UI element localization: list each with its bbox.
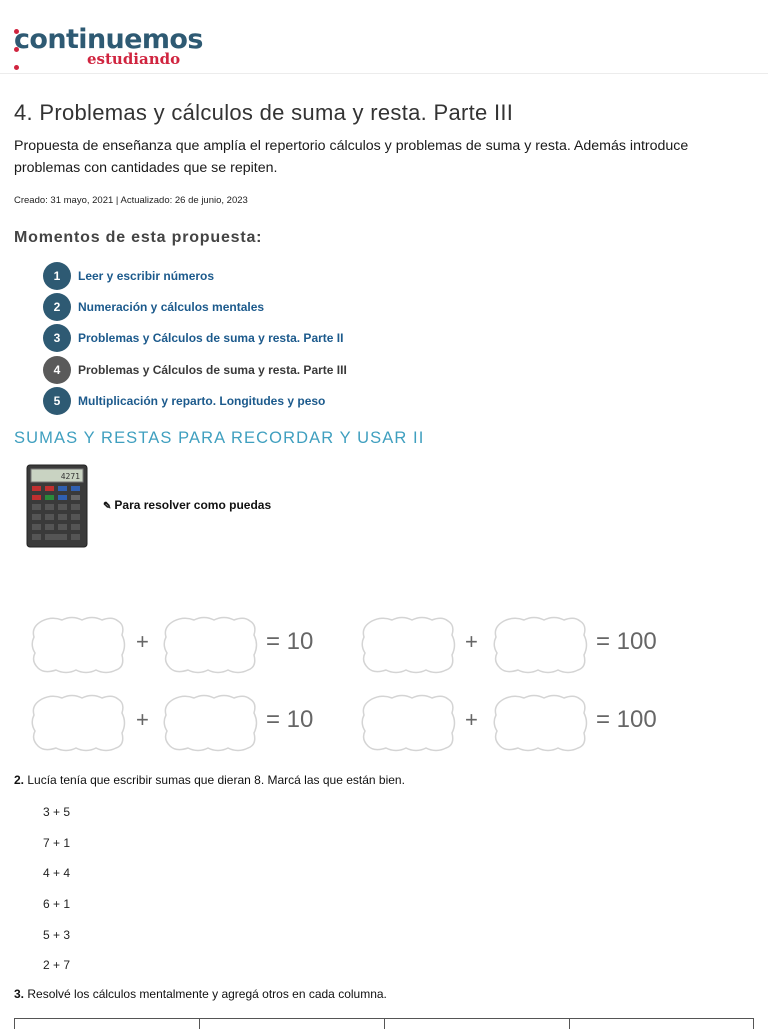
answer-cloud-box bbox=[492, 615, 588, 675]
table-column-divider bbox=[199, 1019, 200, 1029]
plus-sign: + bbox=[136, 629, 149, 654]
equation-result: = 100 bbox=[596, 628, 657, 655]
plus-sign: + bbox=[465, 629, 478, 654]
section-heading: SUMAS Y RESTAS PARA RECORDAR Y USAR II bbox=[14, 429, 425, 447]
question-text: Lucía tenía que escribir sumas que dieran 8. Marcá las que están bien. bbox=[27, 773, 405, 787]
logo-name: continuemos bbox=[14, 24, 203, 55]
question-number: 2. bbox=[14, 773, 25, 787]
site-header bbox=[0, 0, 768, 74]
question-2 bbox=[14, 773, 405, 787]
moment-current-label: Problemas y Cálculos de suma y resta. Parte III bbox=[78, 362, 347, 377]
answer-cloud-box bbox=[360, 693, 456, 753]
moment-number: 2 bbox=[43, 293, 71, 321]
answer-cloud-box bbox=[30, 693, 126, 753]
equation-result: = 100 bbox=[596, 706, 657, 733]
option-item[interactable]: 7 + 1 bbox=[43, 835, 71, 850]
equation-result: = 10 bbox=[266, 706, 314, 733]
calculator-note bbox=[103, 498, 271, 512]
moment-link[interactable]: Multiplicación y reparto. Longitudes y peso bbox=[78, 394, 326, 409]
table-column-divider bbox=[384, 1019, 385, 1029]
table-column-divider bbox=[569, 1019, 570, 1029]
plus-sign: + bbox=[465, 707, 478, 732]
question-number: 3. bbox=[14, 987, 25, 1001]
question-text: Resolvé los cálculos mentalmente y agregá otros en cada columna. bbox=[27, 987, 387, 1001]
moment-item-1[interactable] bbox=[43, 260, 347, 291]
option-item[interactable]: 2 + 7 bbox=[43, 958, 71, 973]
question-3 bbox=[14, 987, 387, 1001]
moment-number: 1 bbox=[43, 262, 71, 290]
moment-item-3[interactable] bbox=[43, 323, 347, 354]
option-item[interactable]: 4 + 4 bbox=[43, 866, 71, 881]
moment-item-4-current bbox=[43, 354, 347, 385]
option-item[interactable]: 6 + 1 bbox=[43, 897, 71, 912]
page-dates: Creado: 31 mayo, 2021 | Actualizado: 26 de junio, 2023 bbox=[14, 195, 248, 206]
answer-cloud-box bbox=[492, 693, 588, 753]
moment-link[interactable]: Leer y escribir números bbox=[78, 268, 215, 283]
table-border bbox=[14, 1019, 15, 1029]
equation-result: = 10 bbox=[266, 628, 314, 655]
moment-number: 4 bbox=[43, 356, 71, 384]
plus-sign: + bbox=[136, 707, 149, 732]
calculator-icon bbox=[26, 464, 88, 548]
option-item[interactable]: 5 + 3 bbox=[43, 927, 71, 942]
pencil-icon: ✎ bbox=[103, 501, 112, 512]
answer-cloud-box bbox=[30, 615, 126, 675]
moments-list bbox=[43, 260, 347, 417]
page-title: 4. Problemas y cálculos de suma y resta. Parte III bbox=[14, 100, 514, 125]
answer-cloud-box bbox=[162, 615, 258, 675]
moment-link[interactable]: Problemas y Cálculos de suma y resta. Parte II bbox=[78, 331, 344, 346]
moment-link[interactable]: Numeración y cálculos mentales bbox=[78, 300, 265, 315]
moment-number: 5 bbox=[43, 387, 71, 415]
answer-cloud-box bbox=[360, 615, 456, 675]
calculator-note-text: Para resolver como puedas bbox=[114, 498, 272, 512]
moment-item-2[interactable] bbox=[43, 291, 347, 322]
moment-item-5[interactable] bbox=[43, 386, 347, 417]
calculator-display: 4271 bbox=[60, 472, 80, 481]
equation-row-1 bbox=[30, 615, 670, 677]
question-2-options bbox=[43, 799, 70, 983]
logo-subtitle: estudiando bbox=[87, 50, 181, 68]
option-item[interactable]: 3 + 5 bbox=[43, 805, 71, 819]
answer-cloud-box bbox=[162, 693, 258, 753]
moments-title: Momentos de esta propuesta: bbox=[14, 229, 263, 246]
page-intro: Propuesta de enseñanza que amplía el repertorio cálculos y problemas de suma y resta. Además introduce problemas con cantidades que se repiten. bbox=[14, 138, 689, 176]
equation-row-2 bbox=[30, 693, 670, 755]
table-border bbox=[753, 1019, 754, 1029]
moment-number: 3 bbox=[43, 324, 71, 352]
